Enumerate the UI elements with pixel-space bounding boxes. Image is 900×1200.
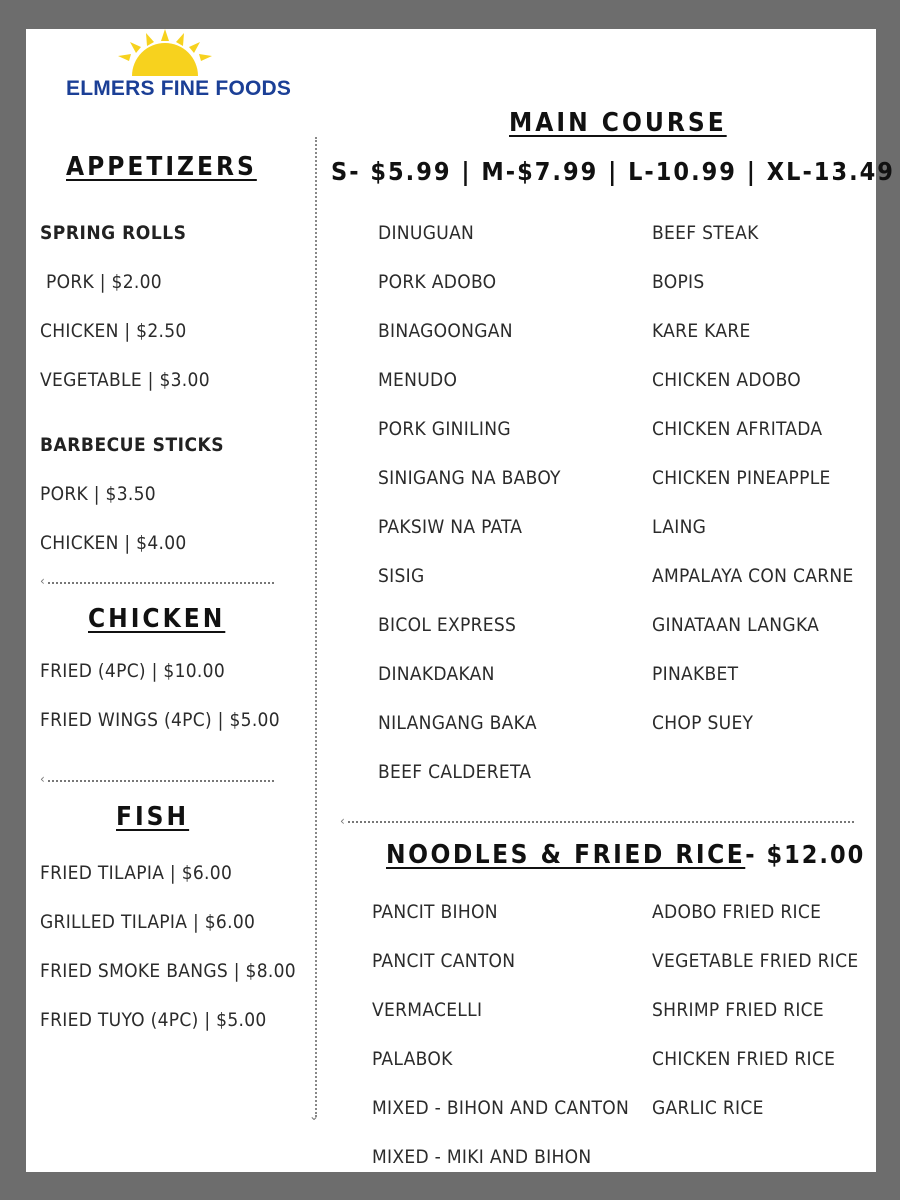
- menu-item: ADOBO FRIED RICE: [652, 901, 822, 923]
- menu-item: PAKSIW NA PATA: [378, 516, 523, 538]
- noodles-price: - $12.00: [745, 840, 866, 869]
- menu-item: FRIED TILAPIA | $6.00: [40, 862, 233, 884]
- menu-item: GINATAAN LANGKA: [652, 614, 820, 636]
- fish-heading: FISH: [116, 802, 190, 832]
- menu-item: CHICKEN PINEAPPLE: [652, 467, 831, 489]
- menu-item: CHOP SUEY: [652, 712, 754, 734]
- menu-sheet: [26, 29, 895, 1172]
- sun-icon: [110, 29, 220, 79]
- menu-item: PANCIT BIHON: [372, 901, 498, 923]
- menu-item: GARLIC RICE: [652, 1097, 764, 1119]
- menu-item: PORK ADOBO: [378, 271, 497, 293]
- menu-item: NILANGANG BAKA: [378, 712, 537, 734]
- section-divider: [348, 821, 854, 823]
- menu-item: FRIED WINGS (4PC) | $5.00: [40, 709, 280, 731]
- menu-item: CHICKEN | $4.00: [40, 532, 187, 554]
- menu-item: BOPIS: [652, 271, 705, 293]
- menu-item: PORK | $3.50: [40, 483, 156, 505]
- divider-arrow-icon: ‹: [40, 574, 45, 588]
- divider-arrow-icon: ‹: [40, 772, 45, 786]
- menu-item: PALABOK: [372, 1048, 453, 1070]
- menu-item: KARE KARE: [652, 320, 751, 342]
- menu-item: SINIGANG NA BABOY: [378, 467, 561, 489]
- menu-item: BEEF CALDERETA: [378, 761, 532, 783]
- menu-item: SHRIMP FRIED RICE: [652, 999, 824, 1021]
- menu-item: PORK | $2.00: [46, 271, 162, 293]
- divider-arrow-icon: ⌄: [309, 1109, 320, 1123]
- main-course-heading: MAIN COURSE: [509, 108, 727, 138]
- section-divider: [48, 582, 274, 584]
- menu-item: VEGETABLE FRIED RICE: [652, 950, 859, 972]
- menu-item: FRIED (4PC) | $10.00: [40, 660, 226, 682]
- menu-item: BICOL EXPRESS: [378, 614, 517, 636]
- section-divider: [48, 780, 274, 782]
- bbq-title: BARBECUE STICKS: [40, 434, 225, 456]
- divider-arrow-icon: ‹: [340, 814, 345, 828]
- chicken-heading: CHICKEN: [88, 604, 226, 634]
- column-divider: [315, 137, 317, 1117]
- brand-name: ELMERS FINE FOODS: [66, 77, 292, 100]
- menu-item: CHICKEN AFRITADA: [652, 418, 823, 440]
- menu-item: PORK GINILING: [378, 418, 511, 440]
- menu-item: GRILLED TILAPIA | $6.00: [40, 911, 256, 933]
- menu-item: DINUGUAN: [378, 222, 475, 244]
- menu-item: CHICKEN FRIED RICE: [652, 1048, 836, 1070]
- noodles-heading: NOODLES & FRIED RICE: [386, 840, 746, 870]
- menu-item: PANCIT CANTON: [372, 950, 516, 972]
- menu-item: FRIED TUYO (4PC) | $5.00: [40, 1009, 267, 1031]
- menu-item: CHICKEN | $2.50: [40, 320, 187, 342]
- menu-item: MIXED - MIKI AND BIHON: [372, 1146, 592, 1168]
- appetizers-heading: APPETIZERS: [66, 152, 257, 182]
- menu-item: LAING: [652, 516, 707, 538]
- menu-item: CHICKEN ADOBO: [652, 369, 802, 391]
- menu-item: MENUDO: [378, 369, 458, 391]
- menu-item: BEEF STEAK: [652, 222, 759, 244]
- size-prices: S- $5.99 | M-$7.99 | L-10.99 | XL-13.49: [331, 157, 895, 186]
- spring-rolls-title: SPRING ROLLS: [40, 222, 187, 244]
- menu-item: MIXED - BIHON AND CANTON: [372, 1097, 630, 1119]
- menu-item: FRIED SMOKE BANGS | $8.00: [40, 960, 296, 982]
- menu-item: SISIG: [378, 565, 425, 587]
- menu-item: BINAGOONGAN: [378, 320, 513, 342]
- menu-item: PINAKBET: [652, 663, 739, 685]
- menu-item: VERMACELLI: [372, 999, 483, 1021]
- noodles-heading-row: [386, 840, 865, 870]
- menu-item: AMPALAYA CON CARNE: [652, 565, 854, 587]
- menu-item: VEGETABLE | $3.00: [40, 369, 210, 391]
- menu-item: DINAKDAKAN: [378, 663, 495, 685]
